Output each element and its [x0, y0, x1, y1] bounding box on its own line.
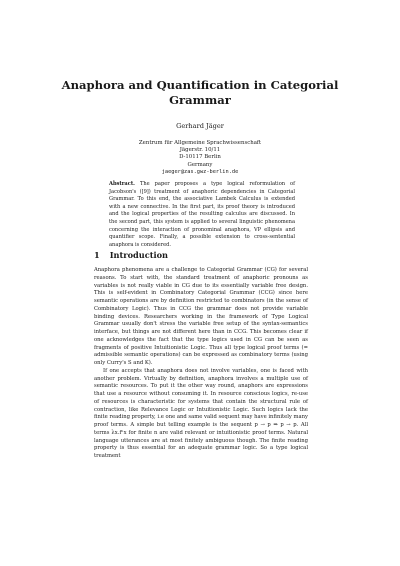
affiliation-line: Jägerstr. 10/11 [179, 147, 221, 154]
abstract [109, 181, 295, 249]
paper-title [60, 78, 340, 108]
section-number: 1 [94, 250, 100, 260]
body-text [94, 267, 308, 461]
title-line-2: Grammar [169, 93, 231, 107]
affiliation-block [60, 140, 340, 176]
body-paragraph-2: If one accepts that anaphora does not involve variables, one is faced with another problem. Virtually by definition, anaphora involves a multiple use of semantic resources. To put it the other way round, anaphors are expressions that use a resource without consuming it. In resource conscious logics, re-use of resources is characteristic for systems that contain the structural rule of contraction, like Relevance Logic or Intuitionistic Logic. Such logics lack the finite reading property, i.e one and same valid sequent may have infinitely many proof terms. A simple but telling example is the sequent p → p ⇒ p → p. All terms λx.fⁿx for finite n are valid relevant or intuitionistic proof terms. Natural language utterances are at most finitely ambiguous though. The finite reading property is thus essential for an adequate grammar logic. So a type logical treatment [94, 367, 308, 459]
abstract-text: The paper proposes a type logical reformulation of Jacobson's ([9]) treatment of anaphoric dependencies in Categorial Grammar. To this end, the associative Lambek Calculus is extended with a new connective. In the first part, its proof theory is introduced and the logical properties of the resulting calculus are discussed. In the second part, this system is applied to several linguistic phenomena concerning the interaction of pronominal anaphora, VP ellipsis and quantifier scope. Finally, a possible extension to cross-sentential anaphora is considered. [109, 181, 295, 248]
section-heading [94, 250, 168, 260]
affiliation-line: Zentrum für Allgemeine Sprachwissenschaft [138, 140, 262, 146]
author-email: jaeger@zas.gwz-berlin.de [161, 168, 239, 175]
affiliation-line: D-10117 Berlin [179, 154, 221, 161]
author-name: Gerhard Jäger [176, 122, 224, 130]
abstract-label: Abstract. [109, 181, 135, 187]
affiliation-line: Germany [187, 161, 213, 168]
section-title: Introduction [109, 250, 169, 260]
body-paragraph-1: Anaphora phenomena are a challenge to Categorial Grammar (CG) for several reasons. To start with, the standard treatment of anaphoric pronouns as variables is not really viable in CG due to its essentially variable free design. This is self-evident in Combinatory Categorial Grammar (CCG) since here semantic operations are by definition restricted to combinators (in the sense of Combinatory Logic). Thus in CCG the grammar does not provide variable binding devices. Researchers working in the framework of Type Logical Grammar usually don't stress the variable free setup of the syntax-semantics interface, but things are not different here than in CCG. This becomes clear if one acknowledges the fact that the type logics used in CG can be seen as fragments of positive Intuitionistic Logic. Thus all type logical proof terms (= admissible semantic operations) can be expressed as combinatory terms (using only Curry's S and K). [94, 267, 308, 366]
title-line-1: Anaphora and Quantification in Categorial [61, 78, 339, 92]
